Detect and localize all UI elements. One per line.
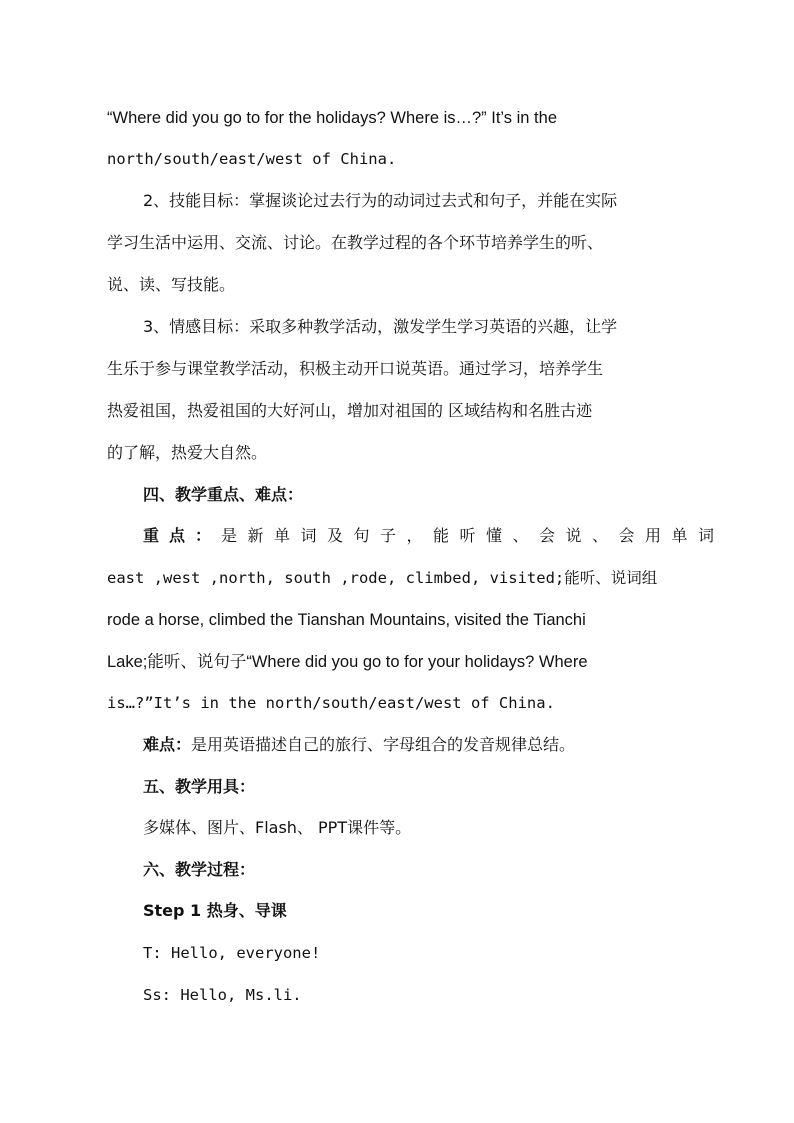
- text-line: rode a horse, climbed the Tianshan Mountains, visited the Tianchi: [107, 611, 586, 629]
- section-heading: 四、教学重点、难点：: [143, 485, 304, 504]
- text-line: north/south/east/west of China.: [107, 150, 397, 168]
- paragraph-emotion-goal: 3、情感目标：采取多种教学活动，激发学生学习英语的兴趣，让学: [143, 317, 618, 336]
- section-heading: 五、教学用具：: [143, 777, 256, 796]
- paragraph-skill-goal: 2、技能目标：掌握谈论过去行为的动词过去式和句子，并能在实际: [143, 191, 618, 210]
- step-heading: Step 1 热身、导课: [143, 901, 287, 920]
- text-line: 生乐于参与课堂教学活动，积极主动开口说英语。通过学习，培养学生: [107, 359, 604, 378]
- dialogue-line: T: Hello, everyone!: [143, 944, 321, 962]
- text-line: 热爱祖国，热爱祖国的大好河山，增加对祖国的 区域结构和名胜古迹: [107, 401, 593, 420]
- section-heading: 六、教学过程：: [143, 860, 256, 879]
- text-line: 学习生活中运用、交流、讨论。在教学过程的各个环节培养学生的听、: [107, 233, 604, 252]
- text-line: 说、读、写技能。: [107, 275, 236, 294]
- text-line: 的了解，热爱大自然。: [107, 443, 268, 462]
- text-line: east ,west ,north, south ,rode, climbed, visited;能听、说词组: [107, 569, 658, 587]
- text-line: is…?”It’s in the north/south/east/west of China.: [107, 694, 555, 712]
- key-points-line: [143, 524, 725, 548]
- text-line: 多媒体、图片、Flash、 PPT课件等。: [143, 818, 412, 837]
- key-points-text: 是新单词及句子，能听懂、会说、会用单词: [221, 526, 725, 545]
- difficult-points-label: 难点：: [143, 735, 192, 754]
- key-points-label: 重点：: [143, 526, 222, 545]
- difficult-points-text: 是用英语描述自己的旅行、字母组合的发音规律总结。: [191, 735, 576, 754]
- text-line: “Where did you go to for the holidays? Where is…?” It’s in the: [107, 109, 557, 127]
- text-line: Lake;能听、说句子“Where did you go to for your holidays? Where: [107, 653, 588, 671]
- dialogue-line: Ss: Hello, Ms.li.: [143, 986, 302, 1004]
- difficult-points-line: [143, 733, 575, 757]
